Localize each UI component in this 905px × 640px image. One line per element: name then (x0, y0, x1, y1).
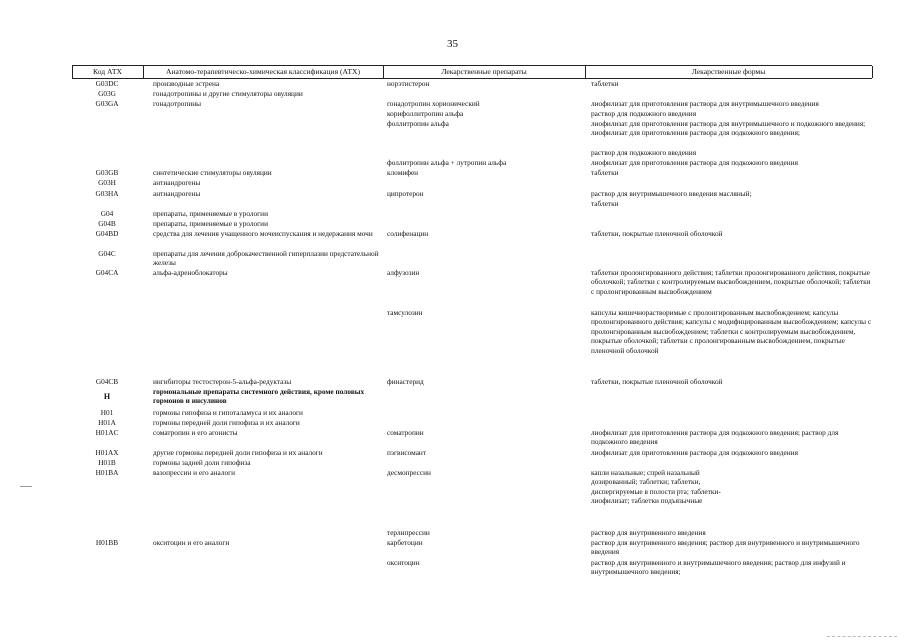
page-number: 35 (447, 38, 458, 50)
atc-classification: гормоны гипофиза и гипоталамуса и их аналоги (153, 408, 303, 417)
dosage-form: таблетки, покрытые пленочной оболочкой (591, 229, 723, 238)
atc-classification: препараты, применяемые в урологии (153, 219, 268, 228)
atc-classification: антиандрогены (153, 189, 201, 198)
drug-name: солифенацин (387, 229, 429, 238)
atc-code: H01AC (95, 428, 119, 437)
drug-name: карбетоцин (387, 538, 423, 547)
atc-classification: гормоны передней доли гипофиза и их аналоги (153, 418, 300, 427)
atc-code: G03H (98, 178, 116, 187)
drug-name: алфузозин (387, 268, 420, 277)
dosage-form: лиофилизат для приготовления раствора для подкожного введения; раствор для подкожного введения (591, 428, 839, 447)
dosage-form: лиофилизат для приготовления раствора для подкожного введения (591, 158, 798, 167)
dosage-form: раствор для подкожного введения (591, 148, 697, 157)
atc-classification: антиандрогены (153, 178, 201, 187)
atc-classification: вазопрессин и его аналоги (153, 468, 236, 477)
drug-name: гонадотропин хорионический (387, 99, 480, 108)
atc-code: G03HA (95, 189, 119, 198)
atc-classification: соматропин и его агонисты (153, 428, 238, 437)
atc-classification: гонадотропины и другие стимуляторы овуляции (153, 89, 303, 98)
dosage-form: раствор для подкожного введения (591, 109, 697, 118)
drug-name: фоллитропин альфа + лутропин альфа (387, 158, 507, 167)
header-divider (872, 66, 873, 78)
margin-mark (20, 486, 32, 487)
drug-name: фоллитропин альфа (387, 119, 449, 128)
dosage-form: раствор для внутривенного введения (591, 528, 706, 537)
dosage-form: таблетки, покрытые пленочной оболочкой (591, 377, 723, 386)
atc-code: G04BD (95, 229, 119, 238)
atc-code: H01AX (95, 448, 119, 457)
atc-classification: синтетические стимуляторы овуляции (153, 168, 272, 177)
atc-code: G04CA (95, 268, 119, 277)
atc-code: H (103, 392, 111, 401)
drug-name: финастерид (387, 377, 424, 386)
dosage-form: раствор для внутривенного введения; раствор для внутривенного и внутримышечного введения (591, 538, 860, 557)
header-forms: Лекарственные формы (691, 67, 766, 76)
dosage-form: лиофилизат для приготовления раствора для внутримышечного введения (591, 99, 819, 108)
atc-classification: ингибиторы тестостерон-5-альфа-редуктазы (153, 377, 292, 386)
atc-code: G04C (98, 249, 116, 258)
atc-classification: гормональные препараты системного действия, кроме половых гормонов и инсулинов (153, 387, 365, 406)
header-classification: Анатомо-терапевтическо-химическая классификация (АТХ) (166, 67, 360, 76)
drug-name: терлипрессин (387, 528, 430, 537)
dosage-form: таблетки (591, 199, 619, 208)
atc-code: G04B (98, 219, 116, 228)
dosage-form: таблетки (591, 168, 619, 177)
atc-code: G04CB (95, 377, 119, 386)
atc-code: H01B (98, 458, 116, 467)
atc-code: G03DC (95, 79, 119, 88)
atc-classification: альфа-адреноблокаторы (153, 268, 228, 277)
drug-name: соматропин (387, 428, 424, 437)
atc-classification: другие гормоны передней доли гипофиза и их аналоги (153, 448, 323, 457)
header-drugs: Лекарственные препараты (441, 67, 527, 76)
drug-name: норэтистерон (387, 79, 430, 88)
atc-code: H01BA (95, 468, 119, 477)
drug-name: ципротерон (387, 189, 424, 198)
dosage-form: лиофилизат для приготовления раствора для подкожного введения (591, 448, 798, 457)
header-code: Код АТХ (93, 67, 122, 76)
atc-classification: окситоцин и его аналоги (153, 538, 230, 547)
atc-code: G04 (100, 209, 114, 218)
atc-code: G03GA (95, 99, 119, 108)
dosage-form: капсулы кишечнорастворимые с пролонгированным высвобождением; капсулы пролонгированного действия; капсулы с модифицированным высвобождением; капсулы с пролонгированным высвобождением; таблетки с контролируемым высвобождением, покрытые оболочкой; таблетки с пролонгированным высвобождением, покрытые пленочной оболочкой (591, 308, 872, 355)
atc-code: H01BB (95, 538, 119, 547)
atc-code: H01 (100, 408, 114, 417)
atc-code: H01A (98, 418, 116, 427)
scan-edge (827, 636, 897, 637)
dosage-form: лиофилизат для приготовления раствора для внутримышечного и подкожного введения; лиофилизат для приготовления раствора для подкожного введения; (591, 119, 866, 138)
drug-name: окситоцин (387, 558, 420, 567)
atc-classification: средства для лечения учащенного мочеиспускания и недержания мочи (153, 229, 373, 238)
drug-name: тамсулозин (387, 308, 423, 317)
atc-classification: гормоны задней доли гипофиза (153, 458, 251, 467)
dosage-form: раствор для внутривенного и внутримышечного введения; раствор для инфузий и внутримышечного введения; (591, 558, 846, 577)
dosage-form: таблетки (591, 79, 619, 88)
dosage-form: капли назальные; спрей назальный дозированный; таблетки; таблетки, диспергируемые в полости рта; таблетки-лиофилизат; таблетки подъязычные (591, 468, 721, 506)
atc-classification: препараты для лечения доброкачественной гиперплазии предстательной железы (153, 249, 379, 268)
drug-name: кломифен (387, 168, 419, 177)
atc-classification: производные эстрена (153, 79, 220, 88)
drug-name: десмопрессин (387, 468, 431, 477)
atc-classification: препараты, применяемые в урологии (153, 209, 268, 218)
atc-code: G03GB (95, 168, 119, 177)
atc-classification: гонадотропины (153, 99, 202, 108)
drug-name: корифоллитропин альфа (387, 109, 464, 118)
dosage-form: таблетки пролонгированного действия; таблетки пролонгированного действия, покрытые оболочкой; таблетки с контролируемым высвобождением, покрытые оболочкой; таблетки с пролонгированным высвобождением (591, 268, 871, 296)
atc-code: G03G (98, 89, 116, 98)
dosage-form: раствор для внутримышечного введения масляный; (591, 189, 752, 198)
drug-name: пэгвисомант (387, 448, 427, 457)
